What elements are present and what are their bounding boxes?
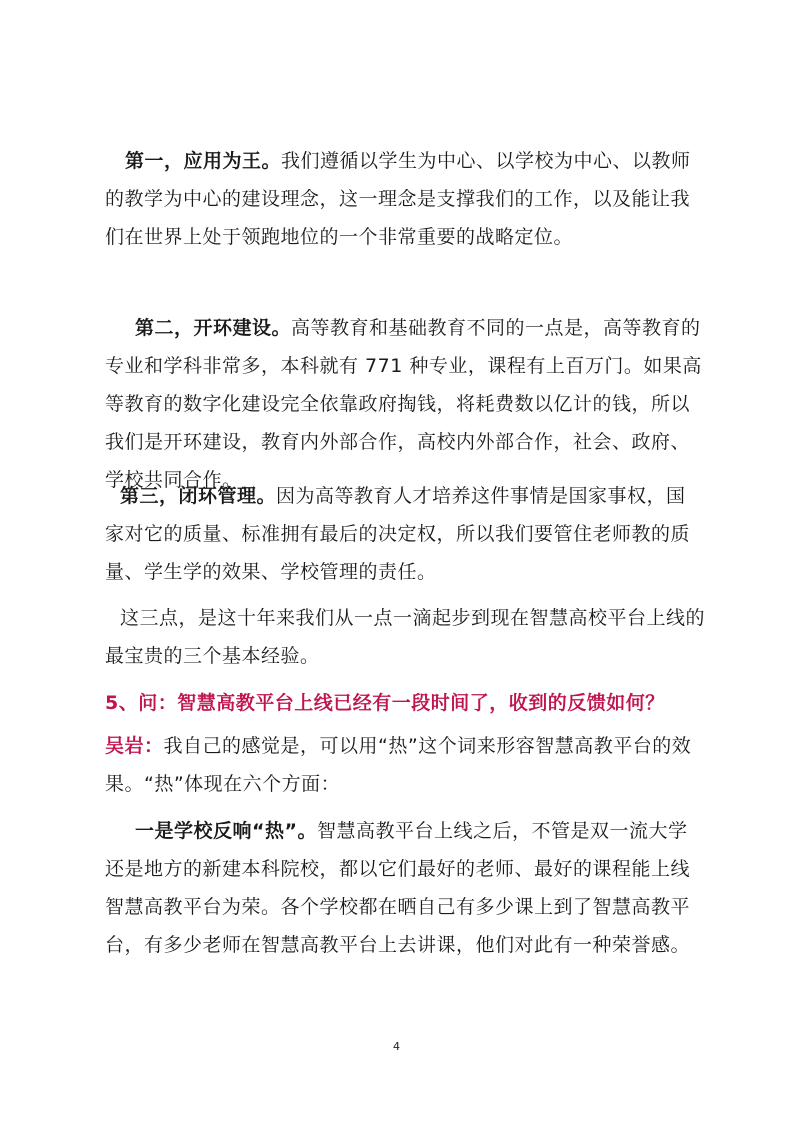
interview-answer [105,727,705,803]
paragraph-lead: 第二，开环建设。 [135,317,292,339]
paragraph-school-response [105,812,705,964]
speaker-name: 吴岩： [105,735,164,757]
paragraph-lead: 一是学校反响“热”。 [135,820,317,842]
paragraph-first-principle [105,142,705,256]
question-text: 5、问：智慧高教平台上线已经有一段时间了，收到的反馈如何？ [105,692,665,714]
interview-question [105,684,705,722]
paragraph-second-principle [105,309,705,499]
paragraph-text: 高等教育和基础教育不同的一点是，高等教育的专业和学科非常多，本科就有 771 种专业，课程有上百万门。如果高等教育的数字化建设完全依靠政府掏钱，将耗费数以亿计的钱，所以我们是开环建设，教育内外部合作，高校内外部合作，社会、政府、学校共同合作。 [105,317,702,491]
paragraph-text: 我们遵循以学生为中心、以学校为中心、以教师的教学为中心的建设理念，这一理念是支撑我们的工作，以及能让我们在世界上处于领跑地位的一个非常重要的战略定位。 [105,150,691,248]
paragraph-text: 因为高等教育人才培养这件事情是国家事权，国家对它的质量、标准拥有最后的决定权，所以我们要管住老师教的质量、学生学的效果、学校管理的责任。 [105,485,691,583]
answer-text: 我自己的感觉是，可以用“热”这个词来形容智慧高教平台的效果。“热”体现在六个方面： [105,735,692,795]
paragraph-third-principle [105,477,705,591]
paragraph-summary [105,599,705,675]
page-number: 4 [393,1040,400,1053]
paragraph-lead: 第三，闭环管理。 [120,485,277,507]
paragraph-text: 智慧高教平台上线之后，不管是双一流大学还是地方的新建本科院校，都以它们最好的老师、最好的课程能上线智慧高教平台为荣。各个学校都在晒自己有多少课上到了智慧高教平台，有多少老师在智慧高教平台上去讲课，他们对此有一种荣誉感。 [105,820,691,956]
paragraph-text: 这三点，是这十年来我们从一点一滴起步到现在智慧高校平台上线的最宝贵的三个基本经验。 [105,607,706,667]
paragraph-lead: 第一，应用为王。 [125,150,282,172]
